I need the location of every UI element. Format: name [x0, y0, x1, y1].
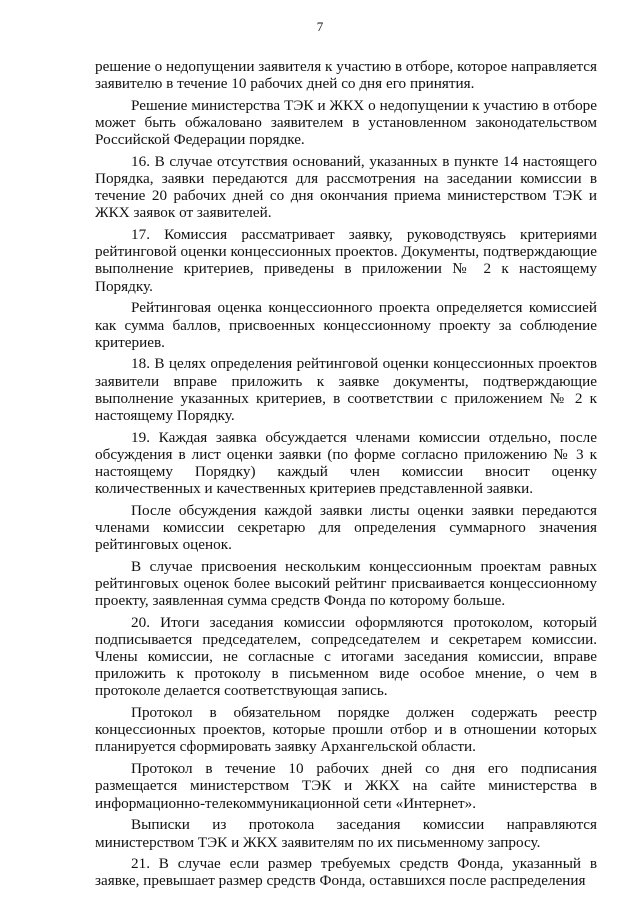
paragraph-protocol-publication: Протокол в течение 10 рабочих дней со дня его подписания размещается министерством ТЭК и ЖКХ на сайте министерства в информационно-телекоммуникационной сети «Интернет». — [95, 760, 597, 812]
paragraph-equal-ratings: В случае присвоения нескольким концессионным проектам равных рейтинговых оценок более высокий рейтинг присваивается концессионному проекту, заявленная сумма средств Фонда по которому больше. — [95, 557, 597, 610]
paragraph-appeal: Решение министерства ТЭК и ЖКХ о недопущении к участию в отборе может быть обжаловано заявителем в установленном законодательством Российской Федерации порядке. — [95, 96, 597, 149]
paragraph-20: 20. Итоги заседания комиссии оформляются протоколом, который подписывается председателем, сопредседателем и секретарем комиссии. Члены комиссии, не согласные с итогами заседания комиссии, вправе приложить к протоколу в письменном виде особое мнение, о чем в протоколе делается соответствующая запись. — [95, 613, 597, 700]
paragraph-18: 18. В целях определения рейтинговой оценки концессионных проектов заявители вправе приложить к заявке документы, подтверждающие выполнение указанных критериев, в соответствии с приложением № 2 к настоящему Порядку. — [95, 355, 597, 424]
paragraph-21: 21. В случае если размер требуемых средств Фонда, указанный в заявке, превышает размер средств Фонда, оставшихся после распределения — [95, 855, 597, 890]
paragraph-evaluation-sheets: После обсуждения каждой заявки листы оценки заявки передаются членами комиссии секретарю для определения суммарного значения рейтинговых оценок. — [95, 501, 597, 554]
paragraph-17: 17. Комиссия рассматривает заявку, руководствуясь критериями рейтинговой оценки концессионных проектов. Документы, подтверждающие выполнение критериев, приведены в приложении № 2 к настоящему Порядку. — [95, 226, 597, 295]
paragraph-protocol-registry: Протокол в обязательном порядке должен содержать реестр концессионных проектов, которые прошли отбор и в отношении которых планируется сформировать заявку Архангельской области. — [95, 704, 597, 756]
paragraph-16: 16. В случае отсутствия оснований, указанных в пункте 14 настоящего Порядка, заявки передаются для рассмотрения на заседании комиссии в течение 20 рабочих дней со дня окончания приема министерством ТЭК и ЖКХ заявок от заявителей. — [95, 153, 597, 222]
document-body — [95, 58, 597, 894]
paragraph-continuation: решение о недопущении заявителя к участию в отборе, которое направляется заявителю в течение 10 рабочих дней со дня его принятия. — [95, 58, 597, 93]
page-number: 7 — [316, 19, 324, 34]
paragraph-rating-score: Рейтинговая оценка концессионного проекта определяется комиссией как сумма баллов, присвоенных концессионному проекту за соблюдение критериев. — [95, 299, 597, 351]
paragraph-protocol-extracts: Выписки из протокола заседания комиссии направляются министерством ТЭК и ЖКХ заявителям по их письменному запросу. — [95, 816, 597, 851]
paragraph-19: 19. Каждая заявка обсуждается членами комиссии отдельно, после обсуждения в лист оценки заявки (по форме согласно приложению № 3 к настоящему Порядку) каждый член комиссии вносит оценку количественных и качественных критериев представленной заявки. — [95, 428, 597, 497]
